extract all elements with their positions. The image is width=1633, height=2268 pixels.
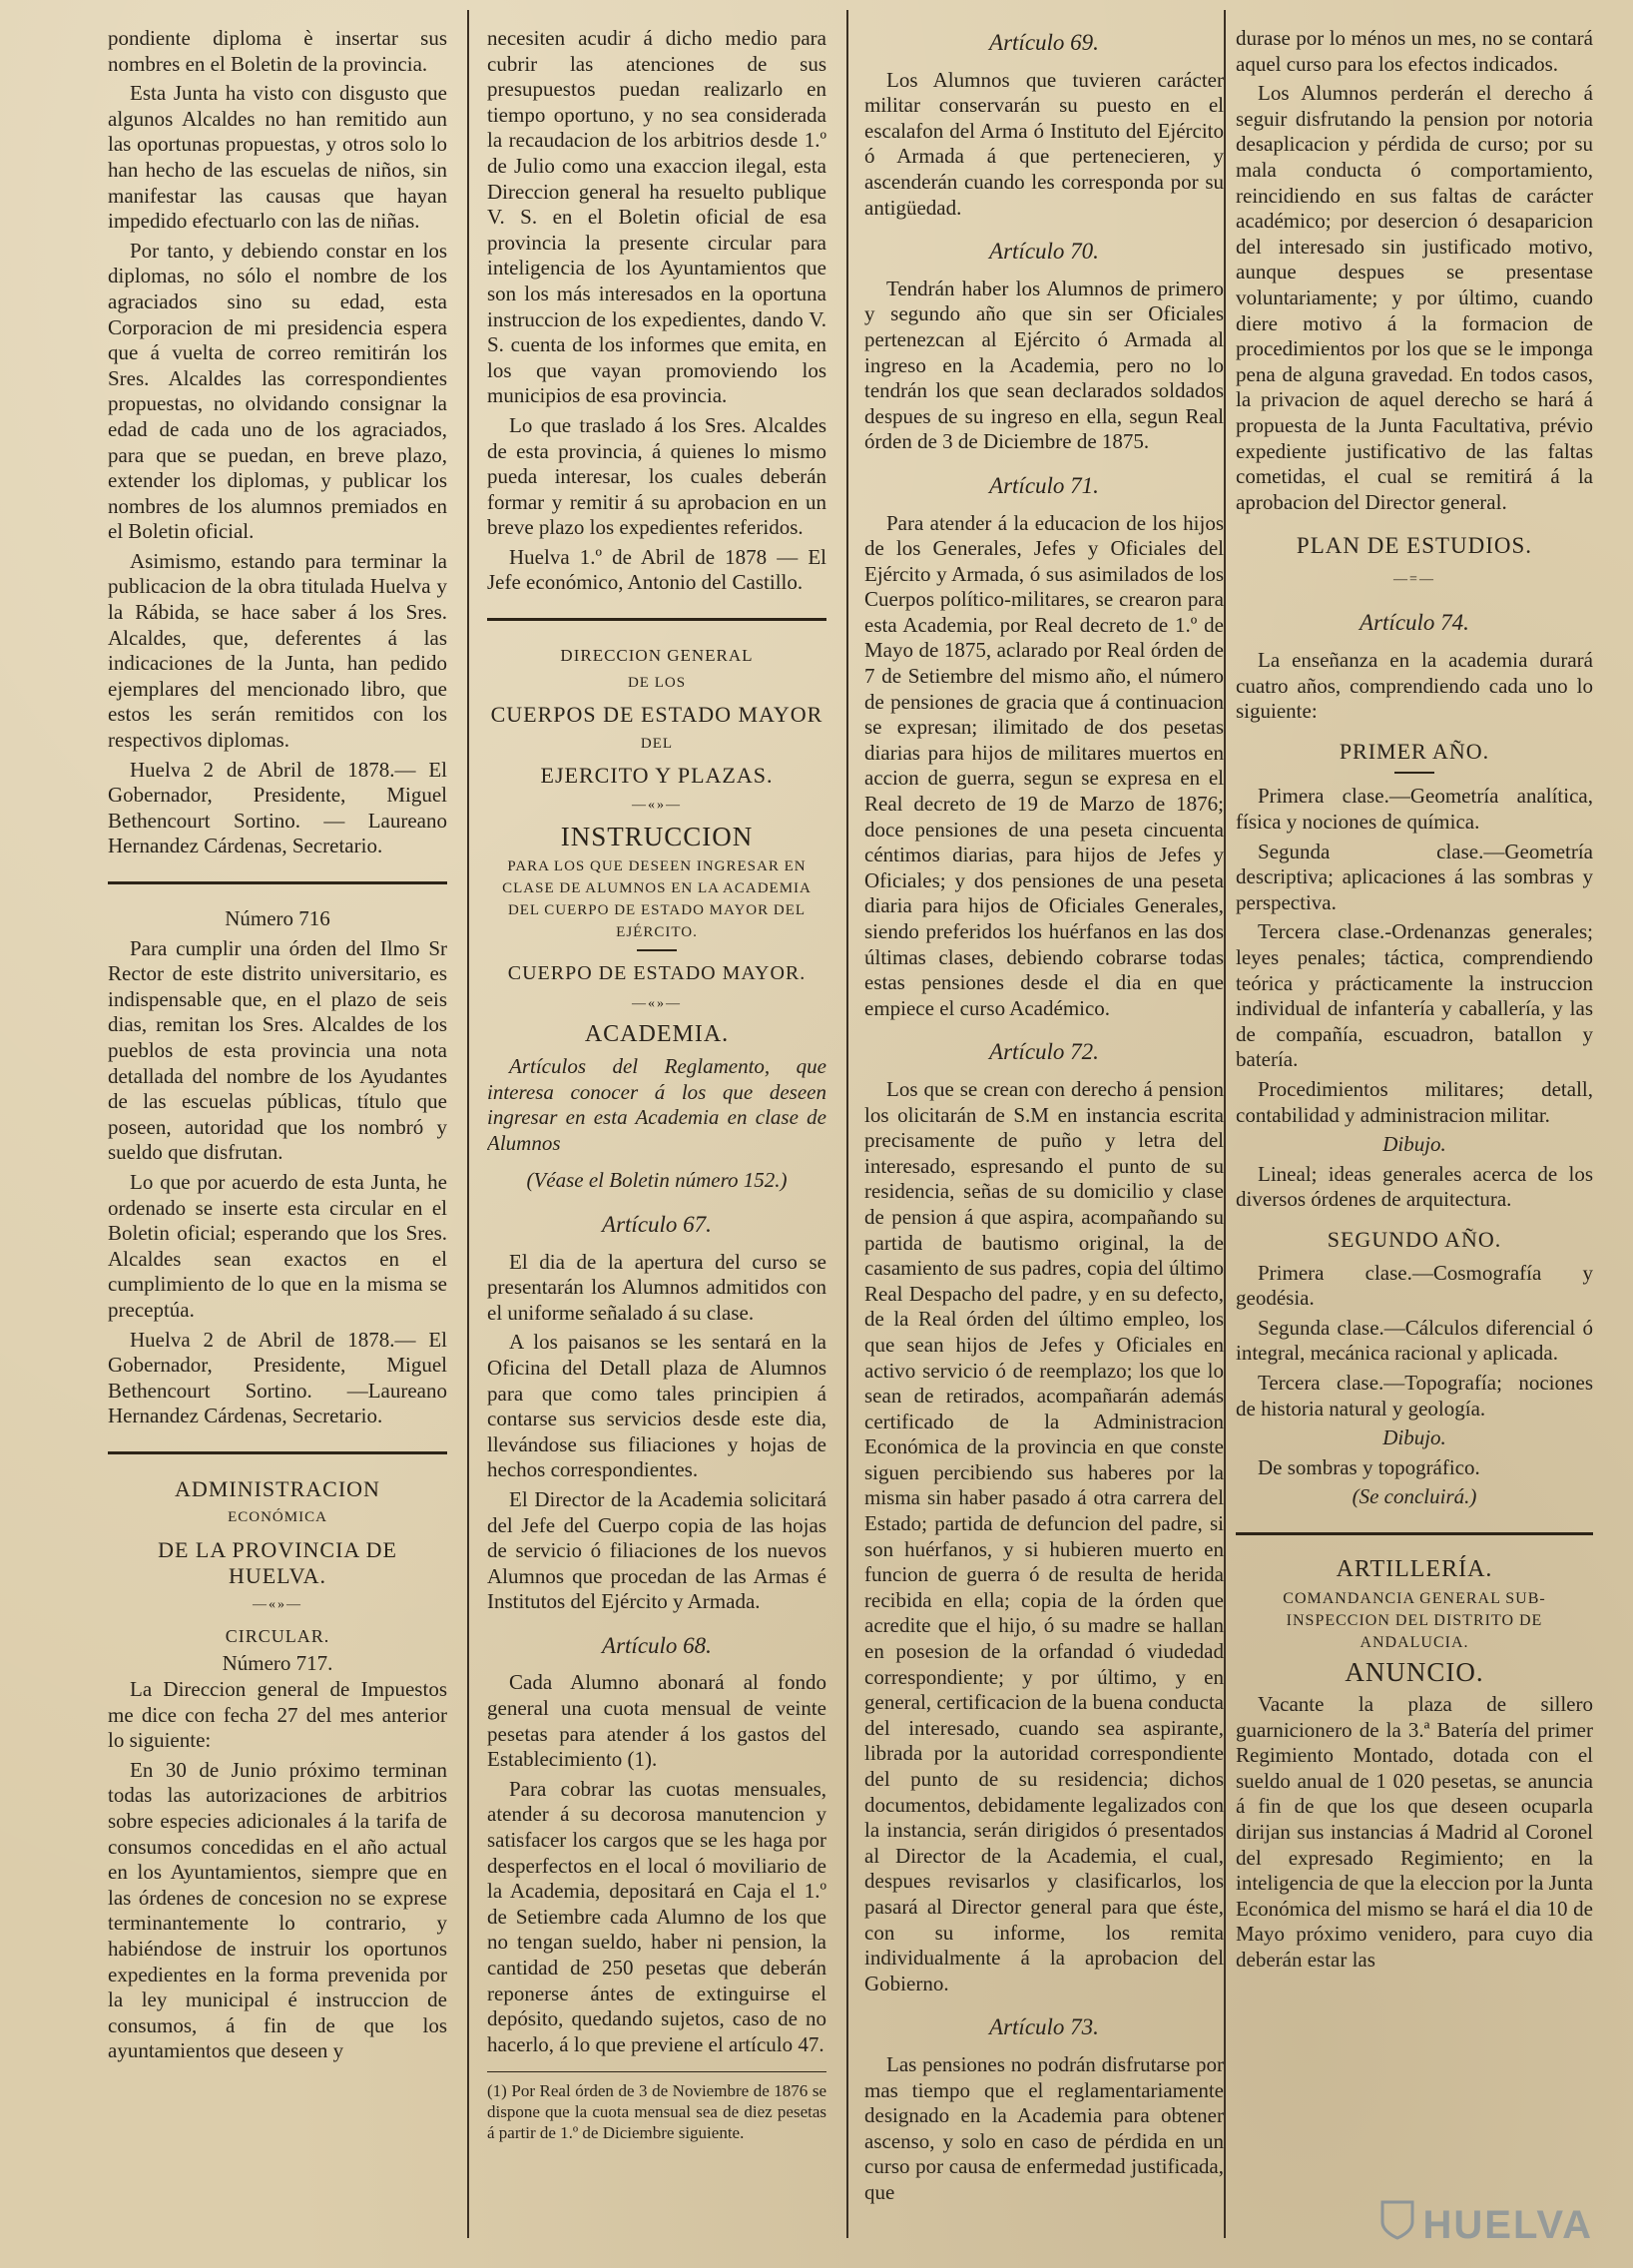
section-heading: ARTILLERÍA. — [1336, 1555, 1493, 1582]
paragraph: Primera clase.—Cosmografía y geodésia. — [1236, 1260, 1593, 1311]
paragraph: Los Alumnos perderán el derecho á seguir disfrutando la pension por notoria desaplicacion y pérdida de curso; por su mala conducta ó comportamiento, reincidiendo en sus faltas de carácter académico; por desercion ó desaparicion del interesado sin justificado motivo, aunque despues se presentase voluntariamente; y por último, cuando diere motivo á la formacion de procedimientos por los que se le imponga pena de alguna gravedad. En todos casos, la privacion de aquel derecho se hará á propuesta de la Junta Facultativa, prévio expediente justificativo de las faltas cometidas, el cual se remitirá á la aprobacion del Director general. — [1236, 81, 1593, 514]
paragraph: pondiente diploma è insertar sus nombres en el Boletin de la provincia. — [108, 26, 447, 76]
paragraph: La Direccion general de Impuestos me dice con fecha 27 del mes anterior lo siguiente: — [108, 1677, 447, 1753]
notice-number: Número 716 — [225, 906, 330, 930]
paragraph: Tercera clase.—Topografía; nociones de historia natural y geología. — [1236, 1370, 1593, 1420]
signature: Huelva 1.º de Abril de 1878 — El Jefe económico, Antonio del Castillo. — [487, 544, 826, 595]
archive-watermark — [1380, 2200, 1593, 2250]
announcement-title: ANUNCIO. — [1345, 1657, 1484, 1688]
column-rule — [467, 10, 469, 2238]
ornament: —«»— — [253, 1597, 302, 1613]
paragraph: El Director de la Academia solicitará del Jefe del Cuerpo copia de las hojas de servicio ó filiaciones de los nuevos Alumnos que procedan de las Armas é Institutos del Ejército y Armada. — [487, 1486, 826, 1614]
section-heading: DEL — [640, 735, 674, 752]
paragraph: La enseñanza en la academia durará cuatro años, comprendiendo cada uno lo siguiente: — [1236, 648, 1593, 724]
section-heading: DIRECCION GENERAL — [560, 646, 754, 666]
paragraph: Tercera clase.-Ordenanzas generales; leyes penales; táctica, comprendiendo teórica y prácticamente la instruccion individual de infantería y caballería, y las de compañía, escuadron, batallon y batería. — [1236, 919, 1593, 1072]
paragraph: Asimismo, estando para terminar la publicacion de la obra titulada Huelva y la Rábida, se hace saber á los Sres. Alcaldes, que, deferentes á las indicaciones de la Junta, han pedido ejemplares del mencionado libro, que estos les serán remitidos con los respectivos diplomas. — [108, 548, 447, 753]
section-heading: ADMINISTRACION — [175, 1475, 380, 1501]
article-heading: Artículo 74. — [1360, 610, 1469, 636]
column-rule — [846, 10, 848, 2238]
instruction-subtitle: PARA LOS QUE DESEEN INGRESAR EN CLASE DE ALUMNOS EN LA ACADEMIA DEL CUERPO DE ESTADO MAYOR DEL EJÉRCITO. — [502, 858, 812, 941]
article-heading: Artículo 71. — [989, 472, 1099, 498]
paragraph: Los Alumnos que tuvieren carácter militar conservarán su puesto en el escalafon del Arma ó Instituto del Ejército ó Armada á que pertenecieren, y ascenderán cuando les corresponda por su antigüedad. — [864, 67, 1224, 220]
paragraph: Esta Junta ha visto con disgusto que algunos Alcaldes no han remitido aun las oportunas propuestas, y otros solo lo han hecho de las escuelas de niños, sin manifestar las causas que hayan impedido efectuarlo con las de niñas. — [108, 81, 447, 234]
paragraph: De sombras y topográfico. — [1258, 1454, 1480, 1479]
article-heading: Artículo 69. — [989, 30, 1099, 55]
article-heading: Artículo 67. — [602, 1211, 712, 1237]
column-2 — [487, 26, 826, 2248]
section-heading: CUERPO DE ESTADO MAYOR. — [507, 962, 807, 985]
paragraph: A los paisanos se les sentará en la Oficina del Detall plaza de Alumnos para que como tales principien á contarse sus servicios desde este dia, llevándose sus filiaciones y hojas de hechos correspondientes. — [487, 1330, 826, 1482]
section-heading: PLAN DE ESTUDIOS. — [1296, 533, 1533, 559]
paragraph: Vacante la plaza de sillero guarnicionero de la 3.ª Batería del primer Regimiento Montado, dotada con el sueldo anual de 1 020 pesetas, se anuncia á fin de que los que deseen ocuparla dirijan sus instancias á Madrid al Coronel del expresado Regimiento; en la inteligencia de que la eleccion por la Junta Económica del mismo se hará el dia 10 de Mayo próximo venidero, para cuyo dia deberán estar las — [1236, 1692, 1593, 1972]
paragraph: Artículos del Reglamento, que interesa conocer á los que deseen ingresar en esta Academia en clase de Alumnos — [487, 1054, 826, 1155]
paragraph: Tendrán haber los Alumnos de primero y segundo año que sin ser Oficiales pertenezcan al Ejército ó Armada al ingreso en la Academia, pero no lo tendrán los que sean declarados soldados despues de su ingreso en ella, segun Real órden de 3 de Diciembre de 1875. — [864, 276, 1224, 454]
paragraph: Primera clase.—Geometría analítica, física y nociones de química. — [1236, 784, 1593, 835]
signature: Huelva 2 de Abril de 1878.— El Gobernador, Presidente, Miguel Bethencourt Sortino. — Laureano Hernandez Cárdenas, Secretario. — [108, 757, 447, 858]
divider — [637, 949, 677, 951]
article-heading: Artículo 70. — [989, 239, 1099, 265]
paragraph: Las pensiones no podrán disfrutarse por mas tiempo que el reglamentariamente designado en la Academia para obtener ascenso, y solo en caso de pérdida en un curso por causa de enfermedad justificada, que — [864, 2051, 1224, 2204]
section-heading: DE LA PROVINCIA DE HUELVA. — [158, 1537, 397, 1588]
column-rule — [1224, 10, 1226, 2238]
section-heading: CUERPOS DE ESTADO MAYOR — [490, 702, 823, 728]
footnote: (1) Por Real órden de 3 de Noviembre de 1876 se dispone que la cuota mensual sea de diez pesetas á partir de 1.º de Diciembre siguiente. — [487, 2071, 826, 2143]
section-subheading: ECONÓMICA — [228, 1509, 327, 1526]
article-heading: Artículo 68. — [602, 1632, 712, 1658]
divider — [1394, 772, 1434, 774]
article-heading: Artículo 72. — [989, 1039, 1099, 1065]
section-heading: ACADEMIA. — [584, 1021, 730, 1048]
paragraph: Segunda clase.—Geometría descriptiva; aplicaciones á las sombras y perspectiva. — [1236, 839, 1593, 914]
instruction-title: INSTRUCCION — [560, 821, 754, 851]
section-heading: EJERCITO Y PLAZAS. — [540, 763, 774, 789]
ornament: —«»— — [632, 798, 682, 814]
watermark-text: HUELVA — [1422, 2202, 1593, 2247]
notice-number: Número 717. — [222, 1651, 333, 1676]
subject-label: Dibujo. — [1382, 1132, 1446, 1157]
divider — [108, 1451, 447, 1454]
year-heading: PRIMER AÑO. — [1339, 738, 1490, 764]
paragraph: Cada Alumno abonará al fondo general una cuota mensual de veinte pesetas para atender á los gastos del Establecimiento (1). — [487, 1670, 826, 1772]
paragraph: Lo que traslado á los Sres. Alcaldes de esta provincia, á quienes lo mismo pueda interesar, los cuales deberán formar y remitir á su aprobacion en un breve plazo los expedientes referidos. — [487, 412, 826, 540]
paragraph: Segunda clase.—Cálculos diferencial ó integral, mecánica racional y aplicada. — [1236, 1315, 1593, 1366]
divider — [487, 618, 826, 621]
paragraph: El dia de la apertura del curso se presentarán los Alumnos admitidos con el uniforme señalado á su clase. — [487, 1249, 826, 1325]
paragraph: Para atender á la educacion de los hijos de los Generales, Jefes y Oficiales del Ejército y Armada, ó sus asimilados de los Cuerpos político-militares, se crearon para esta Academia, por Real decreto de 1.º de Mayo de 1875, aclarado por Real órden de 7 de Setiembre del mismo año, el número de pensiones de gracia que á continuacion se expresan; ilimitado de dos pesetas diarias para hijos de militares muertos en accion de guerra, segun se expresa en el Real decreto de 19 de Marzo de 1876; doce pensiones de una peseta cincuenta céntimos diarias, para hijos de Jefes y Oficiales; y dos pensiones de una peseta diaria para hijos de Oficiales Generales, siendo preferidos los huérfanos en las dos últimas clases, debiendo cobrarse todas estas pensiones desde el dia en que empiece el curso Académico. — [864, 510, 1224, 1020]
column-4 — [1236, 26, 1593, 2248]
paragraph: Lo que por acuerdo de esta Junta, he ordenado se inserte esta circular en el Boletin oficial; esperando que los Sres. Alcaldes sean exactos en el cumplimiento de lo que en la misma se preceptúa. — [108, 1169, 447, 1322]
paragraph: Los que se crean con derecho á pension los olicitarán de S.M en instancia escrita precisamente de puño y letra del interesado, espresando el punto de su residencia, señas de su domicilio y clase de pension á que aspira, acompañando su partida de bautismo original, la de casamiento de sus padres, copia del último Real Despacho del padre, y en su defecto, de la Real órden del último empleo, los que sean hijos de Jefes y Oficiales en activo servicio ó de reemplazo; los que lo sean de retirados, acompañarán además certificado de la Administracion Económica de la provincia en que conste siguen percibiendo sus haberes por la misma sin haber pasado á otra carrera del Estado; partida de defuncion del padre, si son huérfanos, y si hubieren muerto en funcion de guerra ó de resulta de herida recibida en ella; copia de la órden que acredite que el hijo, ó su madre se hallan en posesion de la orfandad ó viudedad correspondiente; y por último, y en general, certificacion de la buena conducta del interesado, cuando sea aspirante, librada por la autoridad correspondiente del punto de su residencia; dichos documentos, debidamente legalizados con la instancia, serán dirigidos ó presentados al Director de la Academia, el cual, despues revisarlos y clasificarlos, los pasará al Director general para que éste, con su informe, los remita individualmente á la aprobacion del Gobierno. — [864, 1076, 1224, 1995]
paragraph: Para cobrar las cuotas mensuales, atender á su decorosa manutencion y satisfacer los cargos que se les haga por desperfectos en el local ó moviliario de la Academia, depositará en Caja el 1.º de Setiembre cada Alumno de los que no tengan sueldo, haber ni pension, la cantidad de 250 pesetas que deberán reponerse ántes de extinguirse el depósito, quedando sujetos, caso de no hacerlo, á lo que previene el artículo 47. — [487, 1776, 826, 2056]
ornament: —=— — [1393, 571, 1435, 587]
shield-icon — [1380, 2200, 1414, 2250]
paragraph: Por tanto, y debiendo constar en los diplomas, no sólo el nombre de los agraciados sino su edad, esta Corporacion de mi presidencia espera que á vuelta de correo remitirán los Sres. Alcaldes las correspondientes propuestas, no olvidando consignar la edad de cada uno de los agraciados, para que se puedan, en breve plazo, extender los diplomas, y publicar los nombres de los alumnos premiados en el Boletin oficial. — [108, 238, 447, 544]
divider — [108, 881, 447, 884]
ornament: —«»— — [632, 995, 682, 1011]
paragraph: durase por lo ménos un mes, no se contará aquel curso para los efectos indicados. — [1236, 26, 1593, 76]
column-1 — [108, 26, 447, 2248]
article-heading: Artículo 73. — [989, 2014, 1099, 2040]
paragraph: En 30 de Junio próximo terminan todas las autorizaciones de arbitrios sobre especies adicionales á la tarifa de consumos concedidas en el año actual en los Ayuntamientos, siempre que en las órdenes de concesion no se exprese terminantemente lo contrario, y habiéndose de instruir los oportunos expedientes en la forma prevenida por la ley municipal é instruccion de consumos, á fin de que los ayuntamientos que deseen y — [108, 1757, 447, 2063]
circular-label: CIRCULAR. — [225, 1625, 330, 1646]
section-subheading: COMANDANCIA GENERAL SUB-INSPECCION DEL DISTRITO DE ANDALUCIA. — [1283, 1590, 1546, 1652]
paragraph: Lineal; ideas generales acerca de los diversos órdenes de arquitectura. — [1236, 1161, 1593, 1212]
divider — [1236, 1532, 1593, 1535]
reference-note: (Véase el Boletin número 152.) — [526, 1168, 788, 1193]
year-heading: SEGUNDO AÑO. — [1327, 1226, 1502, 1252]
paragraph: necesiten acudir á dicho medio para cubrir las atenciones de sus presupuestos puedan realizarlo en tiempo oportuno, y no sea considerada la recaudacion de los arbitrios desde 1.º de Julio como una exaccion ilegal, esta Direccion general ha resuelto publique V. S. en el Boletin oficial de esa provincia la presente circular para inteligencia de los Ayuntamientos que son los más interesados en la oportuna instruccion de los expedientes, dando V. S. cuenta de los informes que emita, en los que vayan promoviendo los municipios de esa provincia. — [487, 26, 826, 408]
signature: Huelva 2 de Abril de 1878.— El Gobernador, Presidente, Miguel Bethencourt Sortino. —Laureano Hernandez Cárdenas, Secretario. — [108, 1327, 447, 1428]
paragraph: Procedimientos militares; detall, contabilidad y administracion militar. — [1236, 1076, 1593, 1127]
subject-label: Dibujo. — [1382, 1425, 1446, 1450]
continuation-note: (Se concluirá.) — [1352, 1484, 1477, 1509]
paragraph: Para cumplir una órden del Ilmo Sr Rector de este distrito universitario, es indispensable que, en el plazo de seis dias, remitan los Sres. Alcaldes de los pueblos de esta provincia una nota detallada del nombre de los Ayudantes de las escuelas públicas, título que poseen, autoridad que los nombró y sueldo que disfrutan. — [108, 935, 447, 1165]
column-3 — [864, 26, 1224, 2248]
section-heading: DE LOS — [627, 674, 687, 691]
